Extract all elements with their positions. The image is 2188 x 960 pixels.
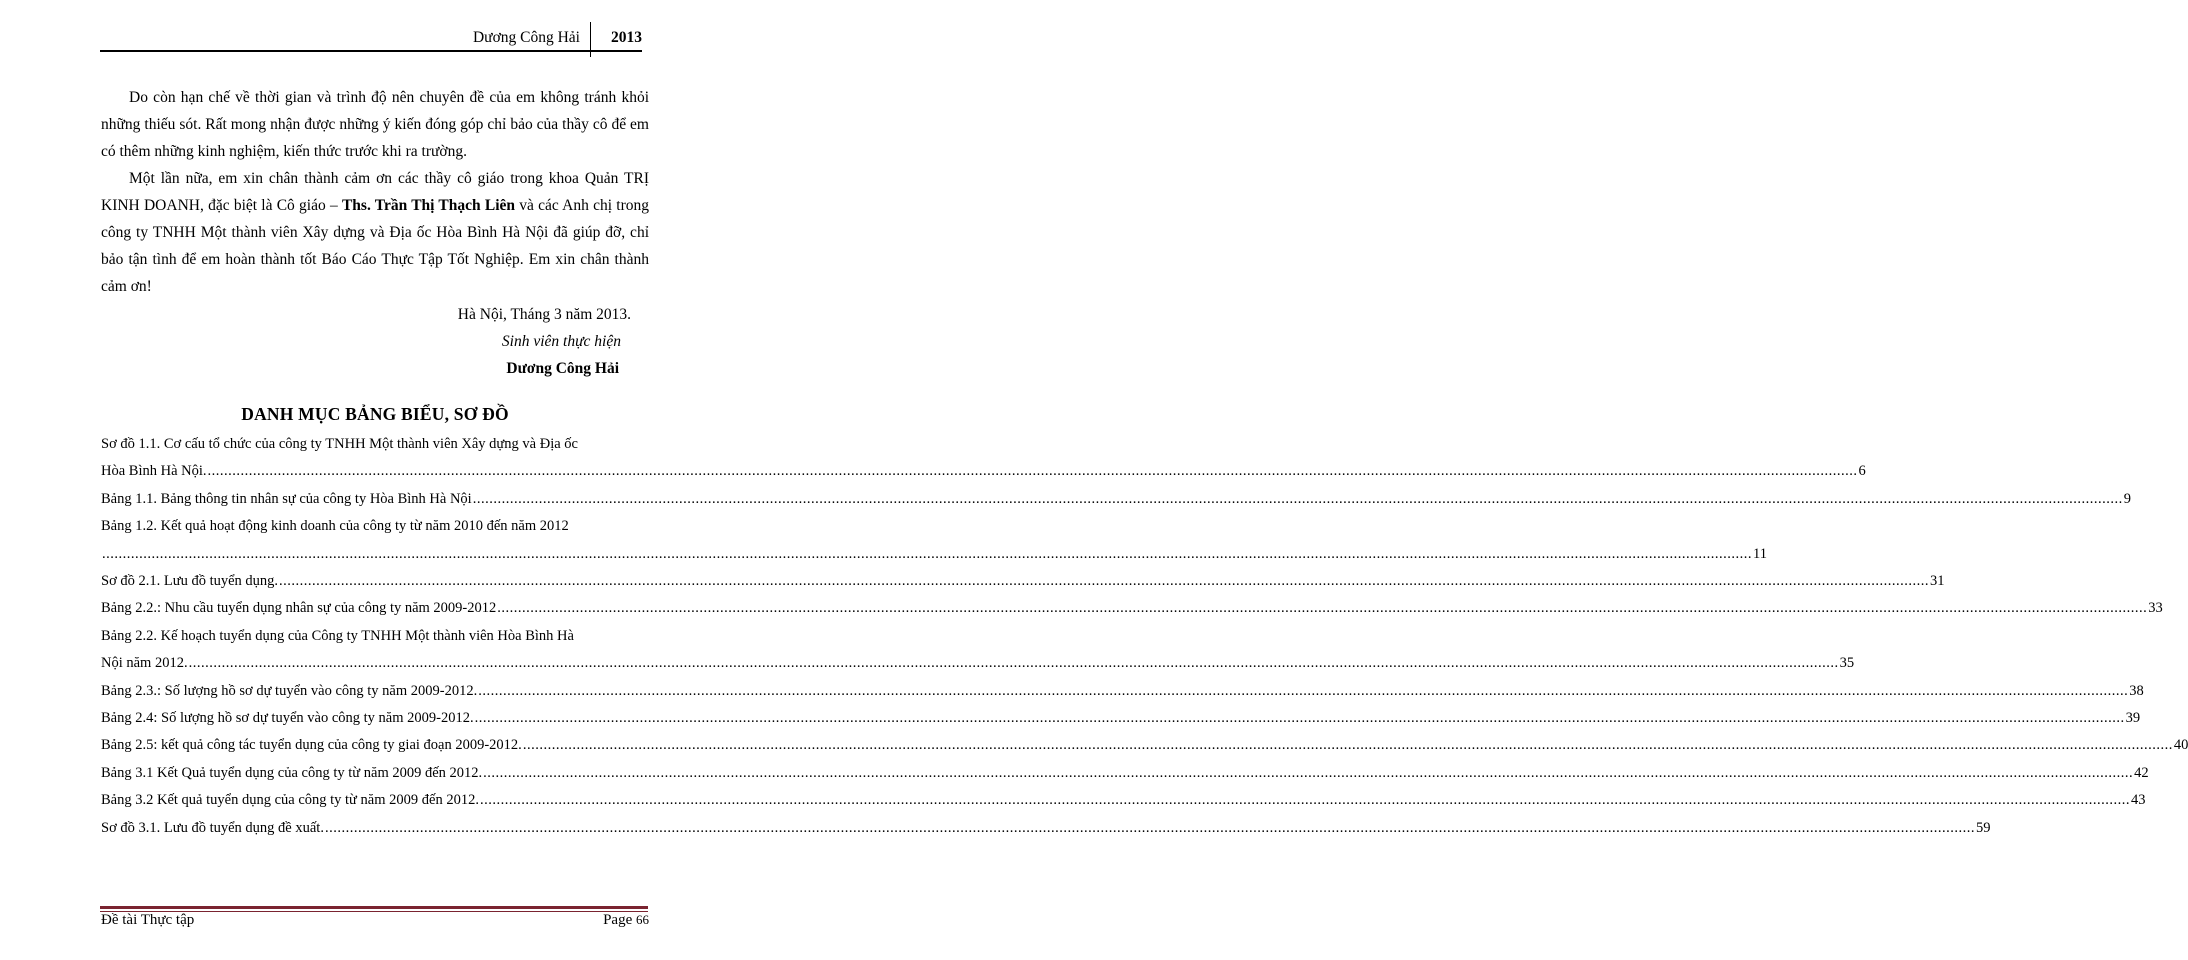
toc-entry-text: Sơ đồ 2.1. Lưu đồ tuyển dụng. bbox=[101, 573, 279, 590]
toc-entry-text: Bảng 3.1 Kết Quả tuyển dụng của công ty từ năm 2009 đến 2012. bbox=[101, 764, 483, 781]
toc-dot-leader: ................................................................................................................................................................................................................................................................................................................................................................................................................ bbox=[522, 737, 2173, 754]
header-year: 2013 bbox=[611, 29, 642, 46]
toc-entry-title-line: Bảng 2.2. Kế hoạch tuyển dụng của Công ty TNHH Một thành viên Hòa Bình Hà bbox=[101, 627, 574, 644]
signature-name: Dương Công Hải bbox=[506, 360, 619, 377]
toc-entry-text: Hòa Bình Hà Nội. bbox=[101, 463, 207, 480]
toc-entry-text: Sơ đồ 3.1. Lưu đồ tuyển dụng đề xuất. bbox=[101, 819, 324, 836]
signature-role: Sinh viên thực hiện bbox=[501, 333, 621, 350]
toc-page-number: 9 bbox=[2123, 490, 2131, 507]
toc-entry[interactable] bbox=[101, 760, 2149, 787]
toc-list bbox=[101, 431, 2188, 842]
toc-page-number: 39 bbox=[2125, 710, 2141, 727]
toc-page-number: 35 bbox=[1839, 655, 1855, 672]
toc-entry[interactable] bbox=[101, 513, 1767, 568]
toc-dot-leader: ................................................................................................................................................................................................................................................................................................................................................................................................................ bbox=[479, 792, 2130, 809]
toc-entry-line bbox=[101, 486, 2131, 513]
page-content bbox=[101, 84, 2188, 842]
para2-text-after: và các Anh chị trong công ty TNHH Một thành viên Xây dựng và Địa ốc Hòa Bình Hà Nội đã giúp đỡ, chỉ bảo tận tình để em hoàn thành tốt Báo Cáo Thực Tập Tốt Nghiệp. Em xin chân thành cảm ơn! bbox=[101, 197, 649, 295]
toc-entry-line bbox=[101, 760, 2149, 787]
header-author: Dương Công Hải bbox=[472, 29, 580, 46]
para2-text-before: Một lần nữa, em xin chân thành cảm ơn các thầy cô giáo trong khoa Quản TRỊ KINH DOANH, đặc biệt là Cô giáo – bbox=[101, 170, 649, 214]
advisor-name: Ths. Trần Thị Thạch Liên bbox=[341, 197, 516, 214]
toc-page-number: 42 bbox=[2134, 764, 2149, 781]
toc-entry-text: Bảng 2.3.: Số lượng hồ sơ dự tuyển vào công ty năm 2009-2012. bbox=[101, 682, 478, 699]
toc-page-number: 33 bbox=[2148, 600, 2163, 617]
toc-entry-line bbox=[101, 678, 2144, 705]
toc-page-number: 38 bbox=[2129, 682, 2144, 699]
acknowledgement-paragraph-1: Do còn hạn chế về thời gian và trình độ nên chuyên đề của em không tránh khỏi những thiếu sót. Rất mong nhận được những ý kiến đóng góp chỉ bảo của thầy cô để em có thêm những kinh nghiệm, kiến thức trước khi ra trường. bbox=[101, 89, 649, 160]
toc-entry-text: Bảng 2.5: kết quả công tác tuyển dụng của công ty giai đoạn 2009-2012. bbox=[101, 737, 522, 754]
toc-dot-leader: ................................................................................................................................................................................................................................................................................................................................................................................................................ bbox=[207, 463, 1858, 480]
toc-dot-leader: ................................................................................................................................................................................................................................................................................................................................................................................................................ bbox=[478, 682, 2129, 699]
footer-page bbox=[603, 912, 649, 929]
page-header bbox=[100, 22, 660, 52]
toc-title: DANH MỤC BẢNG BIỂU, SƠ ĐỒ bbox=[241, 404, 509, 424]
toc-entry[interactable] bbox=[101, 623, 1855, 678]
toc-page-number: 31 bbox=[1930, 573, 1945, 590]
toc-entry[interactable] bbox=[101, 815, 1991, 842]
header-rule bbox=[100, 50, 642, 52]
toc-page-number: 6 bbox=[1858, 463, 1866, 480]
footer-title: Đề tài Thực tập bbox=[101, 912, 195, 928]
toc-entry-line bbox=[101, 787, 2146, 814]
toc-dot-leader: ................................................................................................................................................................................................................................................................................................................................................................................................................ bbox=[102, 545, 1752, 562]
footer-page-number: 66 bbox=[636, 912, 649, 927]
header-separator bbox=[590, 22, 591, 57]
signature-block bbox=[101, 301, 649, 382]
toc-entry-text: Bảng 3.2 Kết quả tuyển dụng của công ty từ năm 2009 đến 2012. bbox=[101, 792, 479, 809]
toc-dot-leader: ................................................................................................................................................................................................................................................................................................................................................................................................................ bbox=[472, 490, 2123, 507]
toc-entry[interactable] bbox=[101, 705, 2141, 732]
toc-entry-line bbox=[101, 650, 1855, 677]
toc-entry-line bbox=[101, 815, 1991, 842]
toc-entry-line bbox=[101, 732, 2188, 759]
toc-entry-line bbox=[101, 458, 1866, 485]
toc-entry[interactable] bbox=[101, 568, 1945, 595]
acknowledgement-paragraph-2 bbox=[101, 165, 649, 300]
toc-entry-text: Bảng 2.2.: Nhu cầu tuyển dụng nhân sự của công ty năm 2009-2012 bbox=[101, 600, 497, 617]
toc-page-number: 11 bbox=[1753, 545, 1767, 562]
toc-entry[interactable] bbox=[101, 431, 1866, 486]
toc-entry[interactable] bbox=[101, 678, 2144, 705]
toc-entry-line bbox=[101, 595, 2163, 622]
toc-entry[interactable] bbox=[101, 732, 2188, 759]
toc-dot-leader: ................................................................................................................................................................................................................................................................................................................................................................................................................ bbox=[279, 573, 1930, 590]
toc-dot-leader: ................................................................................................................................................................................................................................................................................................................................................................................................................ bbox=[188, 655, 1839, 672]
toc-entry-text: Nội năm 2012. bbox=[101, 655, 188, 672]
footer-rule-thick bbox=[100, 906, 648, 909]
toc-page-number: 40 bbox=[2173, 737, 2188, 754]
toc-entry[interactable] bbox=[101, 595, 2163, 622]
footer-page-label: Page bbox=[603, 912, 633, 928]
toc-entry-title-line: Sơ đồ 1.1. Cơ cấu tổ chức của công ty TNHH Một thành viên Xây dựng và Địa ốc bbox=[101, 436, 578, 452]
toc-entry-text: Bảng 2.4: Số lượng hồ sơ dự tuyển vào công ty năm 2009-2012. bbox=[101, 710, 474, 727]
toc-entry-title-line: Bảng 1.2. Kết quả hoạt động kinh doanh của công ty từ năm 2010 đến năm 2012 bbox=[101, 518, 569, 535]
toc-page-number: 59 bbox=[1975, 819, 1991, 836]
toc-entry-line bbox=[101, 568, 1945, 595]
toc-entry-line bbox=[101, 541, 1767, 568]
signature-date: Hà Nội, Tháng 3 năm 2013. bbox=[457, 306, 631, 323]
toc-dot-leader: ................................................................................................................................................................................................................................................................................................................................................................................................................ bbox=[497, 600, 2148, 617]
toc-entry[interactable] bbox=[101, 486, 2131, 513]
toc-dot-leader: ................................................................................................................................................................................................................................................................................................................................................................................................................ bbox=[474, 710, 2125, 727]
toc-entry[interactable] bbox=[101, 787, 2146, 814]
toc-entry-text: Bảng 1.1. Bảng thông tin nhân sự của công ty Hòa Bình Hà Nội bbox=[101, 490, 472, 507]
toc-dot-leader: ................................................................................................................................................................................................................................................................................................................................................................................................................ bbox=[483, 764, 2134, 781]
toc-page-number: 43 bbox=[2130, 792, 2146, 809]
toc-dot-leader: ................................................................................................................................................................................................................................................................................................................................................................................................................ bbox=[324, 819, 1975, 836]
toc-entry-line bbox=[101, 705, 2141, 732]
